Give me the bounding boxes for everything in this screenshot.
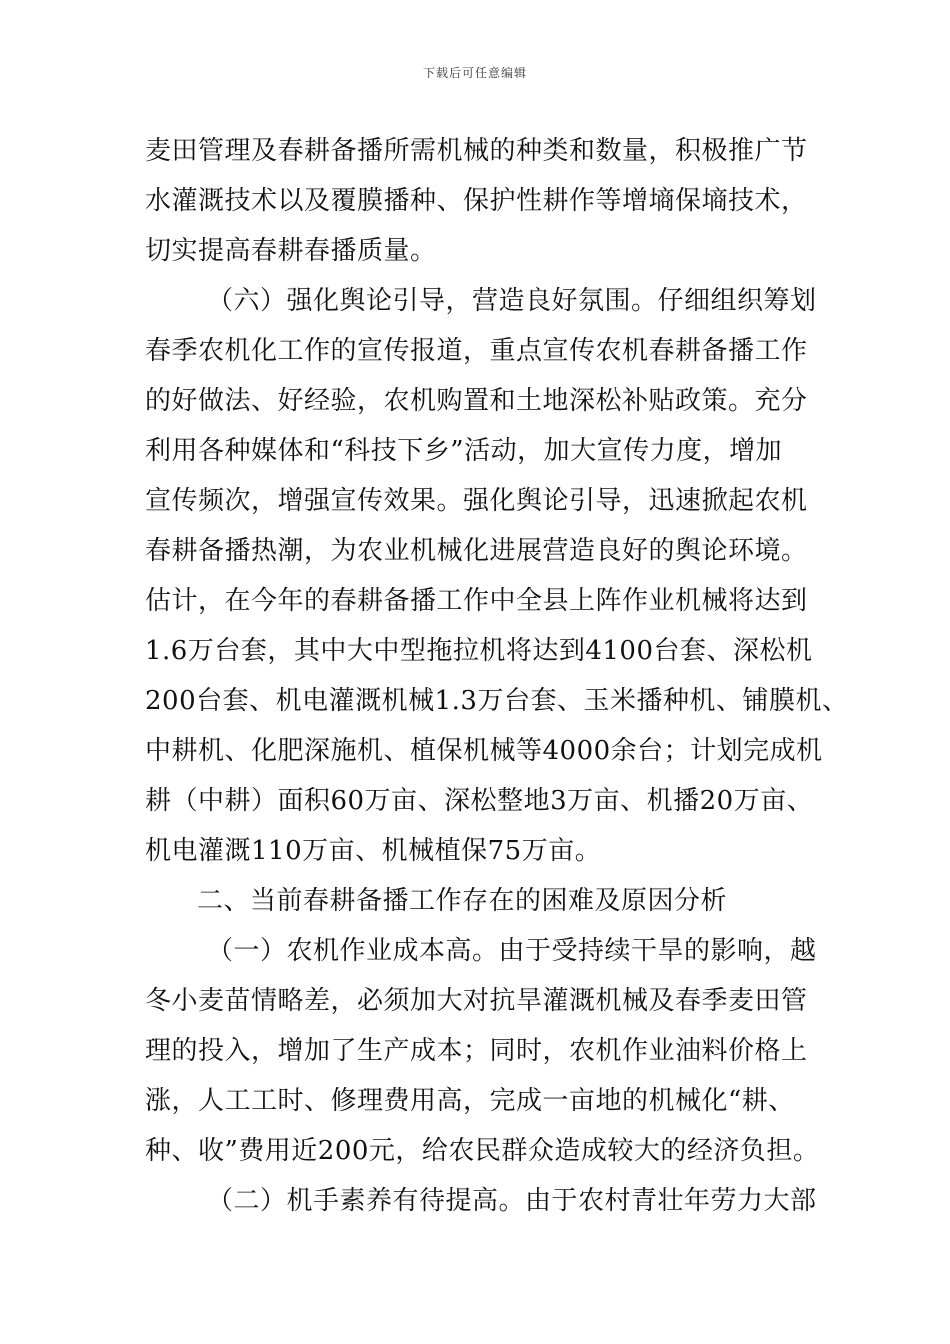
document-body [145, 126, 849, 1226]
text-line: 宣传频次，增强宣传效果。强化舆论引导，迅速掀起农机 [145, 486, 808, 516]
text-line: 利用各种媒体和“科技下乡”活动，加大宣传力度，增加 [145, 436, 783, 466]
text-line: 涨，人工工时、修理费用高，完成一亩地的机械化“耕、 [145, 1086, 795, 1116]
text-line: 的好做法、好经验，农机购置和土地深松补贴政策。充分 [145, 386, 808, 416]
text-line: 春耕备播热潮，为农业机械化进展营造良好的舆论环境。 [145, 536, 808, 566]
text-line: 冬小麦苗情略差，必须加大对抗旱灌溉机械及春季麦田管 [145, 986, 808, 1016]
page-header-note: 下载后可任意编辑 [422, 66, 527, 80]
text-line: 种、收”费用近200元，给农民群众造成较大的经济负担。 [145, 1136, 820, 1166]
text-line: 中耕机、化肥深施机、植保机械等4000余台；计划完成机 [145, 736, 823, 766]
paragraph-six-heading: （六）强化舆论引导，营造良好氛围。仔细组织筹划 [207, 286, 817, 316]
text-line: 理的投入，增加了生产成本；同时，农机作业油料价格上 [145, 1036, 808, 1066]
text-line: 机电灌溉110万亩、机械植保75万亩。 [145, 836, 602, 866]
text-line: 估计，在今年的春耕备播工作中全县上阵作业机械将达到 [145, 586, 808, 616]
section-two-heading: 二、当前春耕备播工作存在的困难及原因分析 [197, 886, 728, 916]
text-line: 1.6万台套，其中大中型拖拉机将达到4100台套、深松机 [145, 636, 813, 666]
text-line: 切实提高春耕春播质量。 [145, 236, 437, 266]
text-line: 水灌溉技术以及覆膜播种、保护性耕作等增墒保墒技术， [145, 186, 808, 216]
paragraph-one-heading: （一）农机作业成本高。由于受持续干旱的影响，越 [207, 936, 817, 966]
text-line: 200台套、机电灌溉机械1.3万台套、玉米播种机、铺膜机、 [145, 686, 849, 716]
paragraph-two-heading: （二）机手素养有待提高。由于农村青壮年劳力大部 [207, 1186, 817, 1216]
text-line: 麦田管理及春耕备播所需机械的种类和数量，积极推广节 [145, 136, 808, 166]
text-line: 春季农机化工作的宣传报道，重点宣传农机春耕备播工作 [145, 336, 808, 366]
text-line: 耕（中耕）面积60万亩、深松整地3万亩、机播20万亩、 [145, 786, 814, 816]
